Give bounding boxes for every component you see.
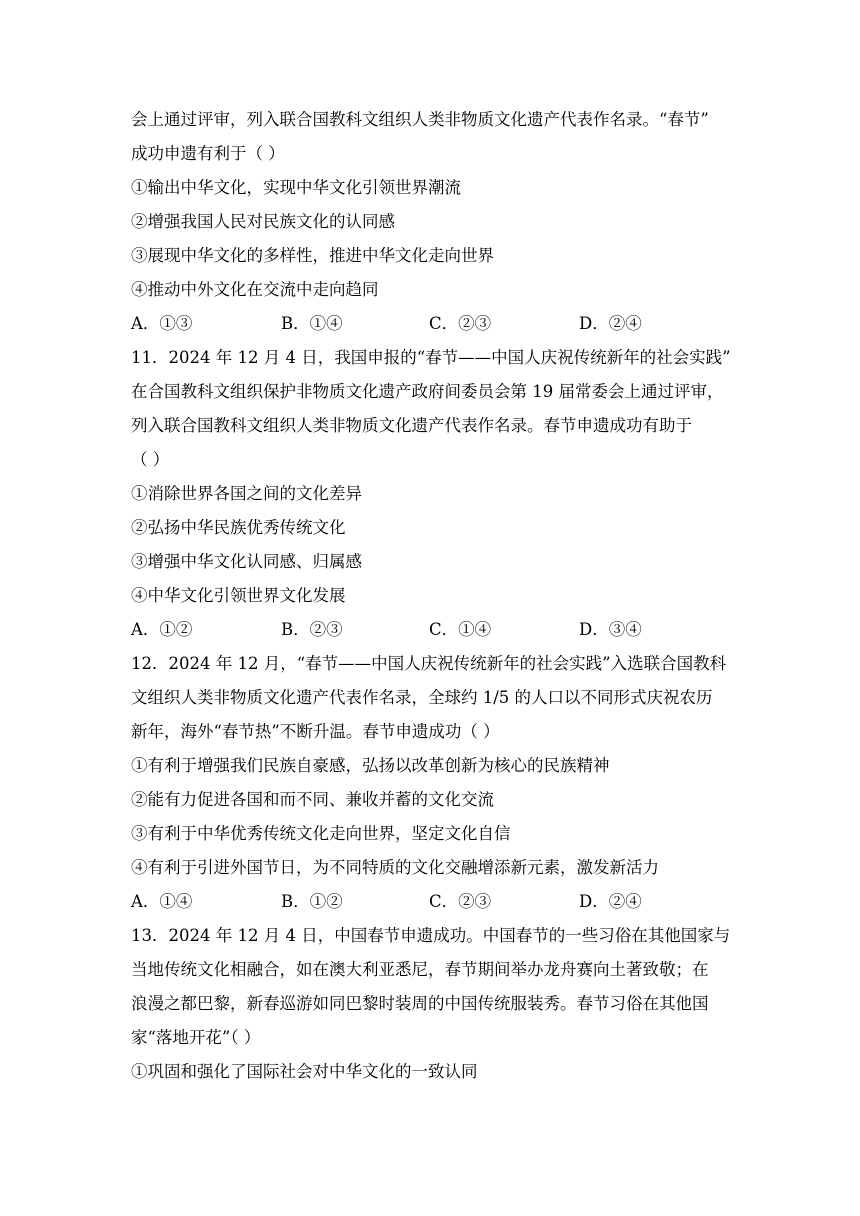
choice-3: ③有利于中华优秀传统文化走向世界，坚定文化自信 bbox=[131, 824, 511, 843]
option-a: A．①③ bbox=[131, 314, 193, 333]
question-12-text: 新年，海外“春节热”不断升温。春节申遗成功（ ） bbox=[131, 722, 500, 741]
option-b: B．①② bbox=[281, 892, 343, 911]
choice-1: ①消除世界各国之间的文化差异 bbox=[131, 484, 362, 503]
question-11-text: 列入联合国教科文组织人类非物质文化遗产代表作名录。春节申遗成功有助于 bbox=[131, 416, 692, 435]
question-12-text: 文组织人类非物质文化遗产代表作名录，全球约 1/5 的人口以不同形式庆祝农历 bbox=[131, 688, 713, 707]
question-13-text: 浪漫之都巴黎，新春巡游如同巴黎时装周的中国传统服装秀。春节习俗在其他国 bbox=[131, 994, 709, 1013]
option-d: D．②④ bbox=[579, 314, 642, 333]
question-11-text: （ ） bbox=[131, 450, 170, 469]
option-d: D．②④ bbox=[579, 892, 642, 911]
option-b: B．②③ bbox=[281, 620, 343, 639]
question-13-text: 家“落地开花”（ ） bbox=[131, 1028, 261, 1047]
choice-4: ④推动中外文化在交流中走向趋同 bbox=[131, 280, 379, 299]
question-text-line: 会上通过评审，列入联合国教科文组织人类非物质文化遗产代表作名录。“春节” bbox=[131, 110, 709, 129]
option-a: A．①② bbox=[131, 620, 193, 639]
question-13-text: 13．2024 年 12 月 4 日，中国春节申遗成功。中国春节的一些习俗在其他国家与 bbox=[131, 926, 731, 945]
question-12-text: 12．2024 年 12 月，“春节——中国人庆祝传统新年的社会实践”入选联合国教科 bbox=[131, 654, 727, 673]
option-b: B．①④ bbox=[281, 314, 343, 333]
choice-1: ①巩固和强化了国际社会对中华文化的一致认同 bbox=[131, 1062, 478, 1081]
question-13-text: 当地传统文化相融合，如在澳大利亚悉尼，春节期间举办龙舟赛向土著致敬；在 bbox=[131, 960, 709, 979]
answer-options bbox=[131, 620, 731, 640]
option-d: D．③④ bbox=[579, 620, 642, 639]
choice-4: ④有利于引进外国节日，为不同特质的文化交融增添新元素，激发新活力 bbox=[131, 858, 659, 877]
option-c: C．①④ bbox=[429, 620, 492, 639]
answer-options bbox=[131, 314, 731, 334]
question-text-line: 成功申遗有利于（ ） bbox=[131, 144, 285, 163]
choice-2: ②增强我国人民对民族文化的认同感 bbox=[131, 212, 395, 231]
question-11-text: 11．2024 年 12 月 4 日，我国申报的“春节——中国人庆祝传统新年的社会实践” bbox=[131, 348, 731, 367]
question-11-text: 在合国教科文组织保护非物质文化遗产政府间委员会第 19 届常委会上通过评审， bbox=[131, 382, 724, 401]
choice-4: ④中华文化引领世界文化发展 bbox=[131, 586, 346, 605]
option-c: C．②③ bbox=[429, 892, 492, 911]
choice-3: ③增强中华文化认同感、归属感 bbox=[131, 552, 362, 571]
choice-1: ①有利于增强我们民族自豪感，弘扬以改革创新为核心的民族精神 bbox=[131, 756, 610, 775]
option-c: C．②③ bbox=[429, 314, 492, 333]
choice-3: ③展现中华文化的多样性，推进中华文化走向世界 bbox=[131, 246, 494, 265]
choice-1: ①输出中华文化，实现中华文化引领世界潮流 bbox=[131, 178, 461, 197]
option-a: A．①④ bbox=[131, 892, 193, 911]
choice-2: ②能有力促进各国和而不同、兼收并蓄的文化交流 bbox=[131, 790, 494, 809]
choice-2: ②弘扬中华民族优秀传统文化 bbox=[131, 518, 346, 537]
answer-options bbox=[131, 892, 731, 912]
